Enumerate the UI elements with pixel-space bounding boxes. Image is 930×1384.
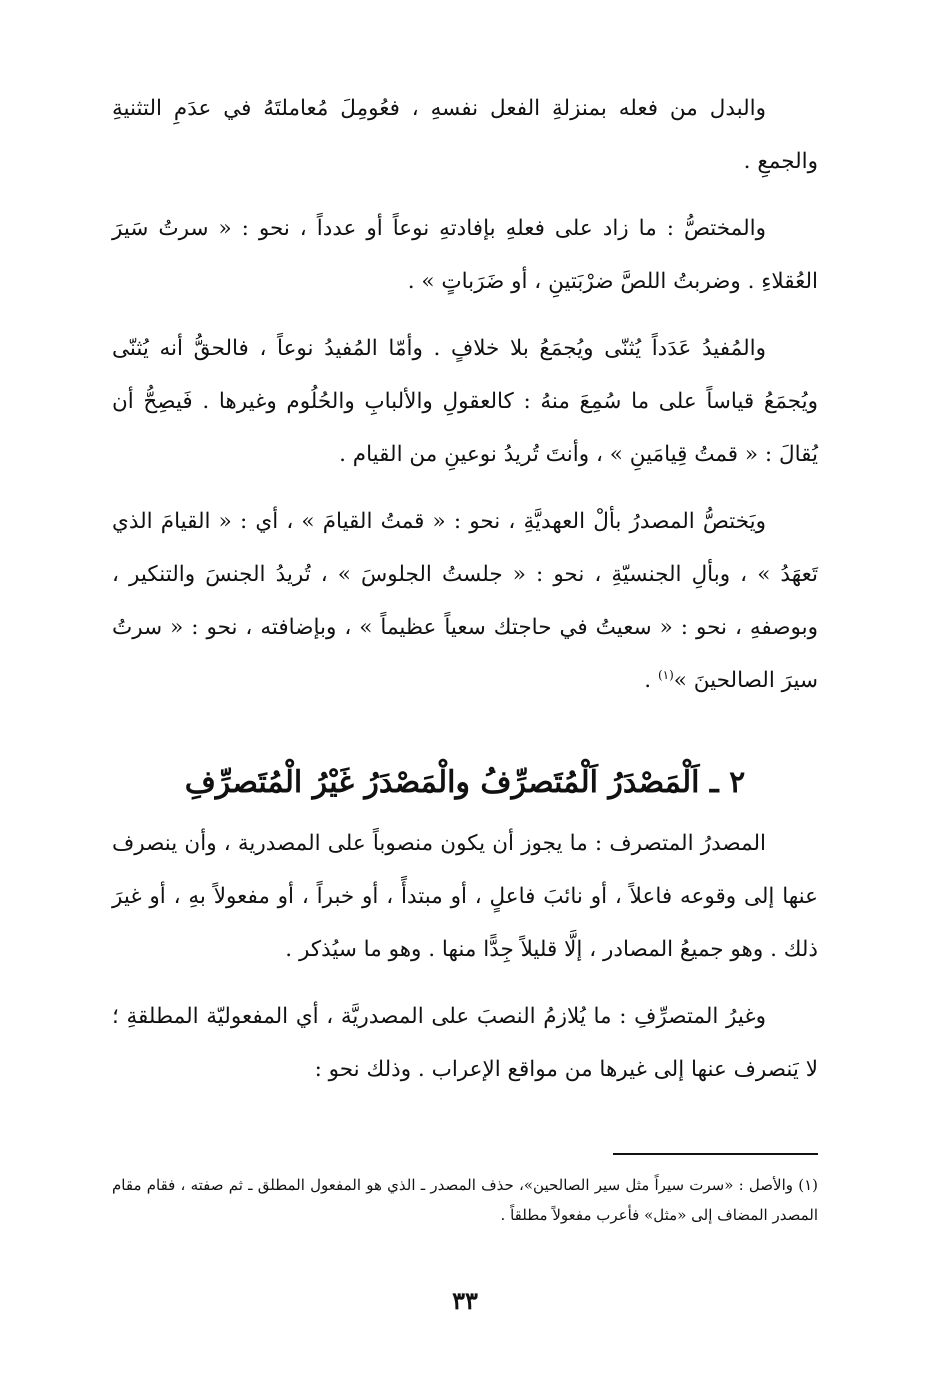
paragraph-badal: والبدل من فعله بمنزلةِ الفعل نفسهِ ، فعُومِلَ مُعاملتَهُ في عدَمِ التثنيةِ والجمعِ .: [112, 96, 818, 174]
section-heading: ٢ ـ اَلْمَصْدَرُ اَلْمُتَصرِّفُ والْمَصْدَرُ غَيْرُ الْمُتَصرِّفِ: [184, 765, 746, 800]
footnote-reference[interactable]: (١): [657, 667, 674, 682]
page-body: [112, 82, 818, 1110]
paragraph-yakhtass-text: ويَختصُّ المصدرُ بألْ العهديَّةِ ، نحو : « قمتُ القيامَ » ، أي : « القيامَ الذي تَعهَدُ » ، وبألِ الجنسيّةِ ، نحو : « جلستُ الجلوسَ » ، تُريدُ الجنسَ والتنكير ، وبوصفهِ ، نحو : « سعيتُ في حاجتك سعياً عظيماً » ، وبإضافته ، نحو : « سرتُ سيرَ الصالحينَ »: [112, 509, 818, 693]
page-number: ٣٣: [452, 1286, 478, 1315]
footnote: (١) والأصل : «سرت سيراً مثل سير الصالحين»، حذف المصدر ـ الذي هو المفعول المطلق ـ ثم صفته ، فقام مقام المصدر المضاف إلى «مثل» فأعرب مفعولاً مطلقاً .: [112, 1176, 818, 1224]
paragraph-yakhtass: ويَختصُّ المصدرُ بألْ العهديَّةِ ، نحو : « قمتُ القيامَ » ، أي : « القيامَ الذي تَعهَدُ » ، وبألِ الجنسيّةِ ، نحو : « جلستُ الجلوسَ » ، تُريدُ الجنسَ والتنكير ، وبوصفهِ ، نحو : « سعيتُ في حاجتك سعياً عظيماً » ، وبإضافته ، نحو : « سرتُ سيرَ الصالحينَ »$^{(١)}$ .: [112, 509, 818, 693]
paragraph-mukhtass: والمختصُّ : ما زاد على فعلهِ بإفادتهِ نوعاً أو عدداً ، نحو : « سرتُ سَيرَ العُقلاءِ . وضربتُ اللصَّ ضرْبَتينِ ، أو ضَرَباتٍ » .: [112, 216, 818, 294]
paragraph-ghayr-mutasarrif: وغيرُ المتصرِّفِ : ما يُلازمُ النصبَ على المصدريَّة ، أي المفعوليّة المطلقةِ ؛ لا يَنصرف عنها إلى غيرها من مواقع الإعراب . وذلك نحو :: [112, 1004, 818, 1082]
paragraph-mutasarrif: المصدرُ المتصرف : ما يجوز أن يكون منصوباً على المصدرية ، وأن ينصرف عنها إلى وقوعه فاعلاً ، أو نائبَ فاعلٍ ، أو مبتدأً ، أو خبراً ، أو مفعولاً بهِ ، أو غيرَ ذلك . وهو جميعُ المصادر ، إلَّا قليلاً جِدًّا منها . وهو ما سيُذكر .: [112, 831, 818, 962]
paragraph-mufid: والمُفيدُ عَدَداً يُثنّى ويُجمَعُ بلا خلافٍ . وأمّا المُفيدُ نوعاً ، فالحقُّ أنه يُثنّى ويُجمَعُ قياساً على ما سُمِعَ منهُ : كالعقولِ والألبابِ والحُلُوم وغيرها . فَيصِحُّ أن يُقالَ : « قمتُ قِيامَينِ » ، وأنتَ تُريدُ نوعينِ من القيام .: [112, 336, 818, 467]
footnote-divider: [613, 1153, 818, 1155]
